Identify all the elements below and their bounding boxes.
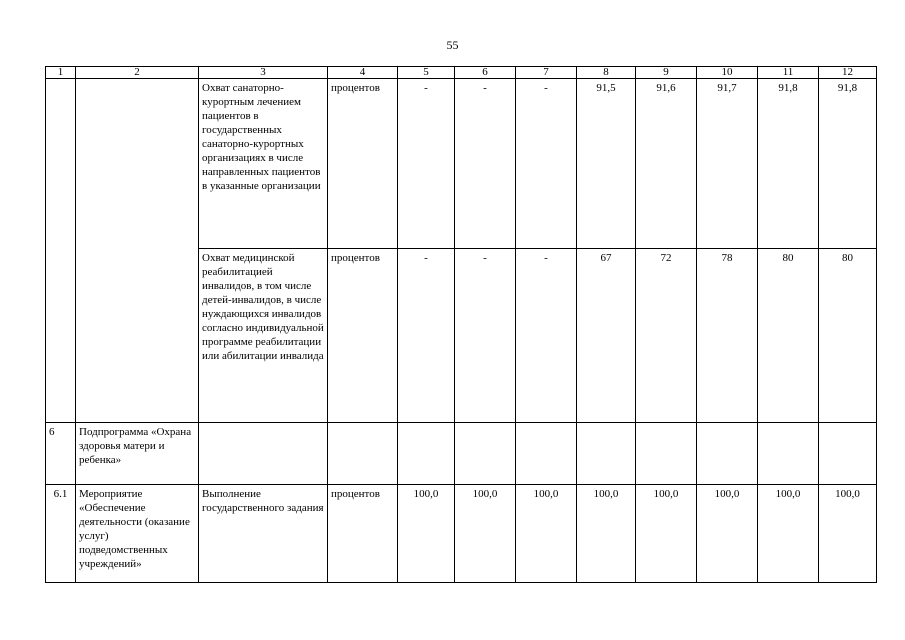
column-number-row: [46, 67, 877, 79]
value-cell: [455, 423, 516, 485]
value-cell: [819, 423, 877, 485]
value-cell: 67: [577, 249, 636, 423]
activity-name: Мероприятие «Обеспечение деятельности (оказание услуг) подведомственных учреждений»: [76, 485, 199, 583]
value-cell: 91,6: [636, 79, 697, 249]
col-header: 5: [398, 67, 455, 79]
value-cell: -: [398, 249, 455, 423]
page-number: 55: [446, 38, 459, 52]
value-cell: 100,0: [758, 485, 819, 583]
value-cell: [697, 423, 758, 485]
unit: процентов: [328, 485, 398, 583]
value-cell: 91,7: [697, 79, 758, 249]
value-cell: 72: [636, 249, 697, 423]
col-header: 12: [819, 67, 877, 79]
col-header: 6: [455, 67, 516, 79]
value-cell: 100,0: [819, 485, 877, 583]
value-cell: 100,0: [455, 485, 516, 583]
program-name: [76, 79, 199, 423]
value-cell: 100,0: [577, 485, 636, 583]
value-cell: 100,0: [697, 485, 758, 583]
indicator-name: [199, 423, 328, 485]
value-cell: [758, 423, 819, 485]
value-cell: [398, 423, 455, 485]
indicator-name: Выполнение государственного задания: [199, 485, 328, 583]
indicators-table: [45, 66, 877, 583]
table-row: [46, 79, 877, 249]
table-row: [46, 485, 877, 583]
value-cell: 100,0: [516, 485, 577, 583]
row-index: 6.1: [46, 485, 76, 583]
row-index: [46, 79, 76, 423]
value-cell: 100,0: [398, 485, 455, 583]
col-header: 1: [46, 67, 76, 79]
indicator-name: Охват санаторно-курортным лечением пациентов в государственных санаторно-курортных организациях в числе направленных пациентов в указанные организации: [199, 79, 328, 249]
col-header: 11: [758, 67, 819, 79]
value-cell: 91,8: [819, 79, 877, 249]
unit: [328, 423, 398, 485]
value-cell: -: [455, 79, 516, 249]
indicator-name: Охват медицинской реабилитацией инвалидов, в том числе детей-инвалидов, в числе нуждающихся инвалидов согласно индивидуальной программе реабилитации или абилитации инвалида: [199, 249, 328, 423]
value-cell: -: [516, 79, 577, 249]
col-header: 8: [577, 67, 636, 79]
row-index: 6: [46, 423, 76, 485]
col-header: 4: [328, 67, 398, 79]
value-cell: 91,5: [577, 79, 636, 249]
value-cell: 80: [819, 249, 877, 423]
value-cell: 100,0: [636, 485, 697, 583]
col-header: 3: [199, 67, 328, 79]
col-header: 9: [636, 67, 697, 79]
unit: процентов: [328, 249, 398, 423]
value-cell: [577, 423, 636, 485]
table-row: [46, 423, 877, 485]
col-header: 2: [76, 67, 199, 79]
value-cell: [636, 423, 697, 485]
value-cell: -: [398, 79, 455, 249]
value-cell: -: [455, 249, 516, 423]
value-cell: 91,8: [758, 79, 819, 249]
value-cell: -: [516, 249, 577, 423]
value-cell: [516, 423, 577, 485]
col-header: 7: [516, 67, 577, 79]
col-header: 10: [697, 67, 758, 79]
value-cell: 78: [697, 249, 758, 423]
subprogram-name: Подпрограмма «Охрана здоровья матери и ребенка»: [76, 423, 199, 485]
unit: процентов: [328, 79, 398, 249]
value-cell: 80: [758, 249, 819, 423]
